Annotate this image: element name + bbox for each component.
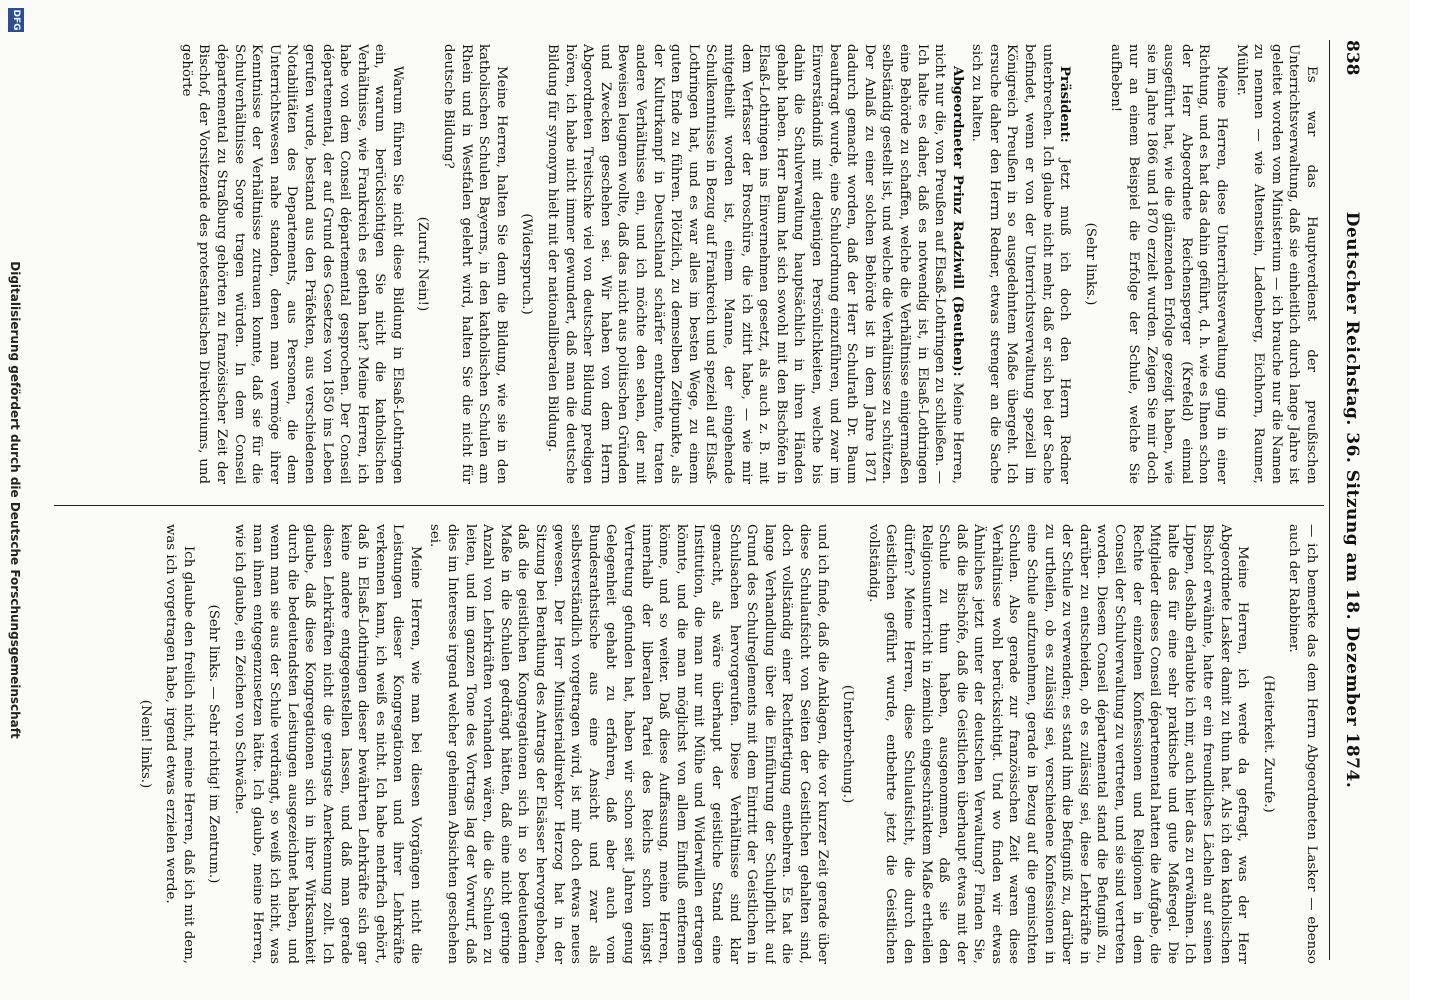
stage-direction: (Heiterkeit. Zurufe.) (1260, 675, 1276, 813)
stage-direction: (Sehr links. — Sehr richtig! im Zentrum.) (206, 604, 222, 884)
paragraph: Warum führen Sie nicht diese Bildung in Elsaß-Lothringen ein, warum berücksichtigen Sie nicht die katholischen Verhältnisse, wie Frankreich es gethan hat? Meine Herren, ich habe von dem Conseil départemental gesprochen. Der Conseil départemental, der auf Grund des Gesetzes von 1850 ins Leben gerufen wurde, bestand aus den Präfekten, aus verschiedenen Notabilitäten des Departements, aus Personen, die dem Unterrichtswesen nahe standen, denen man vermöge ihrer Kenntnisse der Verhältnisse zutrauen konnte, daß sie für die Schulverhältnisse Sorge tragen würden. In dem Conseil départemental zu Straßburg gehörten zu französischer Zeit der Bischof, der Vorsitzende des protestantischen Direktoriums, und gehörte (178, 44, 405, 484)
digitization-credit: Digitalisierung gefördert durch die Deutsche Forschungsgemeinschaft (8, 261, 22, 739)
paragraph: Meine Herren, wie man bei diesen Vorgängen nicht die Leistungen dieser Kongregationen und ihrer Lehrkräfte verkennen kann, ich weiß es nicht. Ich habe mehrfach gehört, daß in Elsaß-Lothringen dieser bewährten Lehrkräfte sich gar keine andere entgegenstellen lassen, und daß man gerade diesen Lehrkräften nicht die geringste Anerkennung zollt. Ich glaube, daß diese Kongregationen sich in ihrer Wirksamkeit durch die bedeutendsten Leistungen ausgezeichnet haben, und wenn man sie aus der Schule verdrängt, so weiß ich nicht, was man ihnen entgegenzusetzen hätte. Ich glaube, meine Herren, wie ich glaube, ein Zeichen von Schwäche. (231, 524, 423, 964)
dfg-logo: DFG (8, 8, 24, 32)
stage-direction: (Widerspruch.) (519, 213, 535, 315)
paragraph-text: Meine Herren, nicht nur die, von Preußen auf Elsaß-Lothringen zu schließen. — Ich halte es daher, daß es notwendig ist, in Elsaß-Lothringen eine Behörde zu schaffen, welche die Verhältnisse einigermaßen selbständig gestellt ist, und welche die Verhältnisse zu schützen. Der Anlaß zu einer solchen Behörde ist in dem Jahre 1871 dadurch gemacht worden, daß der Herr Schulrath Dr. Baum beauftragt wurde, eine Schulordnung einzuführen, und zwar im Einverständniß mit denjenigen Persönlichkeiten, welche bis dahin die Schulverwaltung hauptsächlich in ihren Händen gehabt haben. Herr Baum hat sich sowohl mit den Bischöfen in Elsaß-Lothringen ins Einvernehmen gesetzt, als auch z. B. mit dem Verfasser der Broschüre, die ich zitirt habe, — wie mir mitgetheilt worden ist, einem Manne, der eingehende Schulkenntnisse in Bezug auf Frankreich und speziell auf Elsaß-Lothringen hat, und es war alles im besten Wege, zu einem guten Ende zu führen. Plötzlich, zu demselben Zeitpunkte, als der Kulturkampf in Deutschland schärfer entbrannte, traten andere Verhältnisse ein, und ich möchte den sehen, der mit Beweisen leugnen wollte, daß das nicht aus politischen Gründen und Zwecken geschehen sei. Wir haben von dem Herrn Abgeordneten Treitschke viel von deutscher Bildung predigen hören, ich habe nicht immer gewundert, daß man die deutsche Bildung für synonym hielt mit der nationalliberalen Bildung. (545, 44, 965, 484)
page-header (1334, 40, 1362, 960)
stage-direction: (Zuruf: Nein!) (415, 216, 431, 312)
paragraph: Ich glaube den freilich nicht, meine Herren, daß ich mit dem, was ich vorgetragen habe, irgend etwas erzielen werde. (163, 524, 196, 964)
stage-direction: (Unterbrechung.) (840, 684, 856, 804)
footer (4, 0, 26, 1000)
paragraph-text: Jetzt muß ich doch den Herrn Redner unterbrechen. Ich glaube nicht mehr, daß er sich bei der Sache befindet, wenn er von der Unterrichtsverwaltung speziell im Königreich Preußen in so ausgedehntem Maße übergeht. Ich ersuche daher den Herrn Redner, etwas strenger an die Sache sich zu halten. (969, 44, 1073, 484)
paragraph: Meine Herren, diese Unterrichtsverwaltung ging in einer Richtung, und es hat das dahin geführt, d. h. wie es Ihnen schon der Herr Abgeordnete Reichensperger (Krefeld) einmal ausgeführt hat, wie die glänzenden Erfolge gezeigt haben, wie sie im Jahre 1866 und 1870 erzielt wurden. Zeigen Sie mir doch nur an einem Beispiel die Erfolge der Schule, welche Sie aufheben! (1108, 44, 1230, 484)
paragraph (543, 44, 965, 484)
paragraph: Es war das Hauptverdienst der preußischen Unterrichtsverwaltung, daß sie einheitlich durch lange Jahre ist geleitet worden vom Ministerium — ich brauche nur die Namen zu nennen — wie Altenstein, Ladenberg, Eichhorn, Raumer, Mühler. (1233, 44, 1319, 484)
column-divider (54, 505, 1324, 506)
page-title: Deutscher Reichstag. 36. Sitzung am 18. Dezember 1874. (1342, 211, 1362, 789)
left-column (50, 44, 1320, 484)
page-number: 838 (1342, 40, 1362, 76)
speaker-label: Präsident: (1057, 66, 1073, 143)
right-column (50, 524, 1320, 964)
stage-direction: (Nein! links.) (137, 699, 153, 789)
paragraph: Meine Herren, ich werde da gefragt, was der Herr Abgeordnete Lasker damit zu thun hat. Als ich den katholischen Bischof erwähnte, hatte er ein freundliches Lächeln auf seinen Lippen, deshalb erlaubte ich mir, auch hier das zu erwähnen. Ich halte das für eine sehr praktische und gute Maßregel. Die Mitglieder dieses Conseil départemental hatten die Aufgabe, die Rechte der einzelnen Konfessionen und Religionen in dem Conseil der Schulverwaltung zu vertreten, und sie sind vertreten worden. Diesem Conseil départemental stand die Befugniß zu, darüber zu entscheiden, ob es zulässig sei, diese Lehrkräfte in der Schule zu verwenden; es stand ihm die Befugniß zu, darüber zu urtheilen, ob es zulässig sei, verschiedene Konfessionen in eine Schule aufzunehmen, gerade in Bezug auf die gemischten Schulen. Also gerade zur französischen Zeit waren diese Verhältnisse wohl berücksichtigt. Und wo finden wir etwas Ähnliches jetzt unter der deutschen Verwaltung? Finden Sie, daß die Bischöfe, daß die Geistlichen überhaupt etwas mit der Schule zu thun haben, ausgenommen, daß sie den Religionsunterricht in ziemlich eingeschränktem Maße ertheilen dürfen? Meine Herren, diese Schulaufsicht, die durch den Geistlichen geführt wurde, entbehrte jetzt die Geistlichen vollständig. (865, 524, 1251, 964)
stage-direction: (Sehr links.) (1082, 222, 1098, 306)
paragraph (968, 44, 1074, 484)
header-rule (1329, 40, 1330, 960)
paragraph: Meine Herren, halten Sie denn die Bildung, wie sie in den katholischen Schulen Bayerns, in den katholischen Schulen am Rhein und in Westfalen gelehrt wird, halten Sie die nicht für deutsche Bildung? (441, 44, 509, 484)
speaker-label: Abgeordneter Prinz Radziwill (Beuthen): (949, 66, 965, 377)
paragraph: und ich finde, daß die Anklagen, die vor kurzer Zeit gerade über diese Schulaufsicht von Seiten der Geistlichen gehalten sind, doch vollständig einer Rechtfertigung entbehren. Es hat die lange Verhandlung über die Einführung der Schulpflicht auf Grund des Schulreglements mit dem Eintritt der Geistlichen in Schulsachen hervorgerufen. Diese Verhältnisse sind klar gemacht, als wäre überhaupt der geistliche Stand eine Institution, die man nur mit Mühe und Widerwillen ertragen könnte, und die man möglichst von allem Einfluß entfernen könne, und so weiter. Daß diese Auffassung, meine Herren, innerhalb der liberalen Partei des Reichs schon längst Vertretung gefunden hat, haben wir schon seit Jahren genug Gelegenheit gehabt zu erfahren, daß aber auch vom Bundesrathstische aus eine Ansicht und zwar als selbstverständlich vorgetragen wird, ist mir doch etwas neues gewesen. Der Herr Ministerialdirektor Herzog hat in der Sitzung bei Berathung des Antrags der Elsässer hervorgehoben, daß die geistlichen Kongregationen sich in so bedeutendem Maße in die Schulen gedrängt hätten, daß eine nicht geringe Anzahl von Lehrkräften vorhanden wären, die die Schulen zu leiten, und im ganzen Tone des Vortrags lag der Vorwurf, daß dies im Interesse irgend welcher geheimen Absichten geschehen sei. (427, 524, 830, 964)
paragraph: — ich bemerke das dem Herrn Abgeordneten Lasker — ebenso auch der Rabbiner. (1286, 524, 1319, 964)
